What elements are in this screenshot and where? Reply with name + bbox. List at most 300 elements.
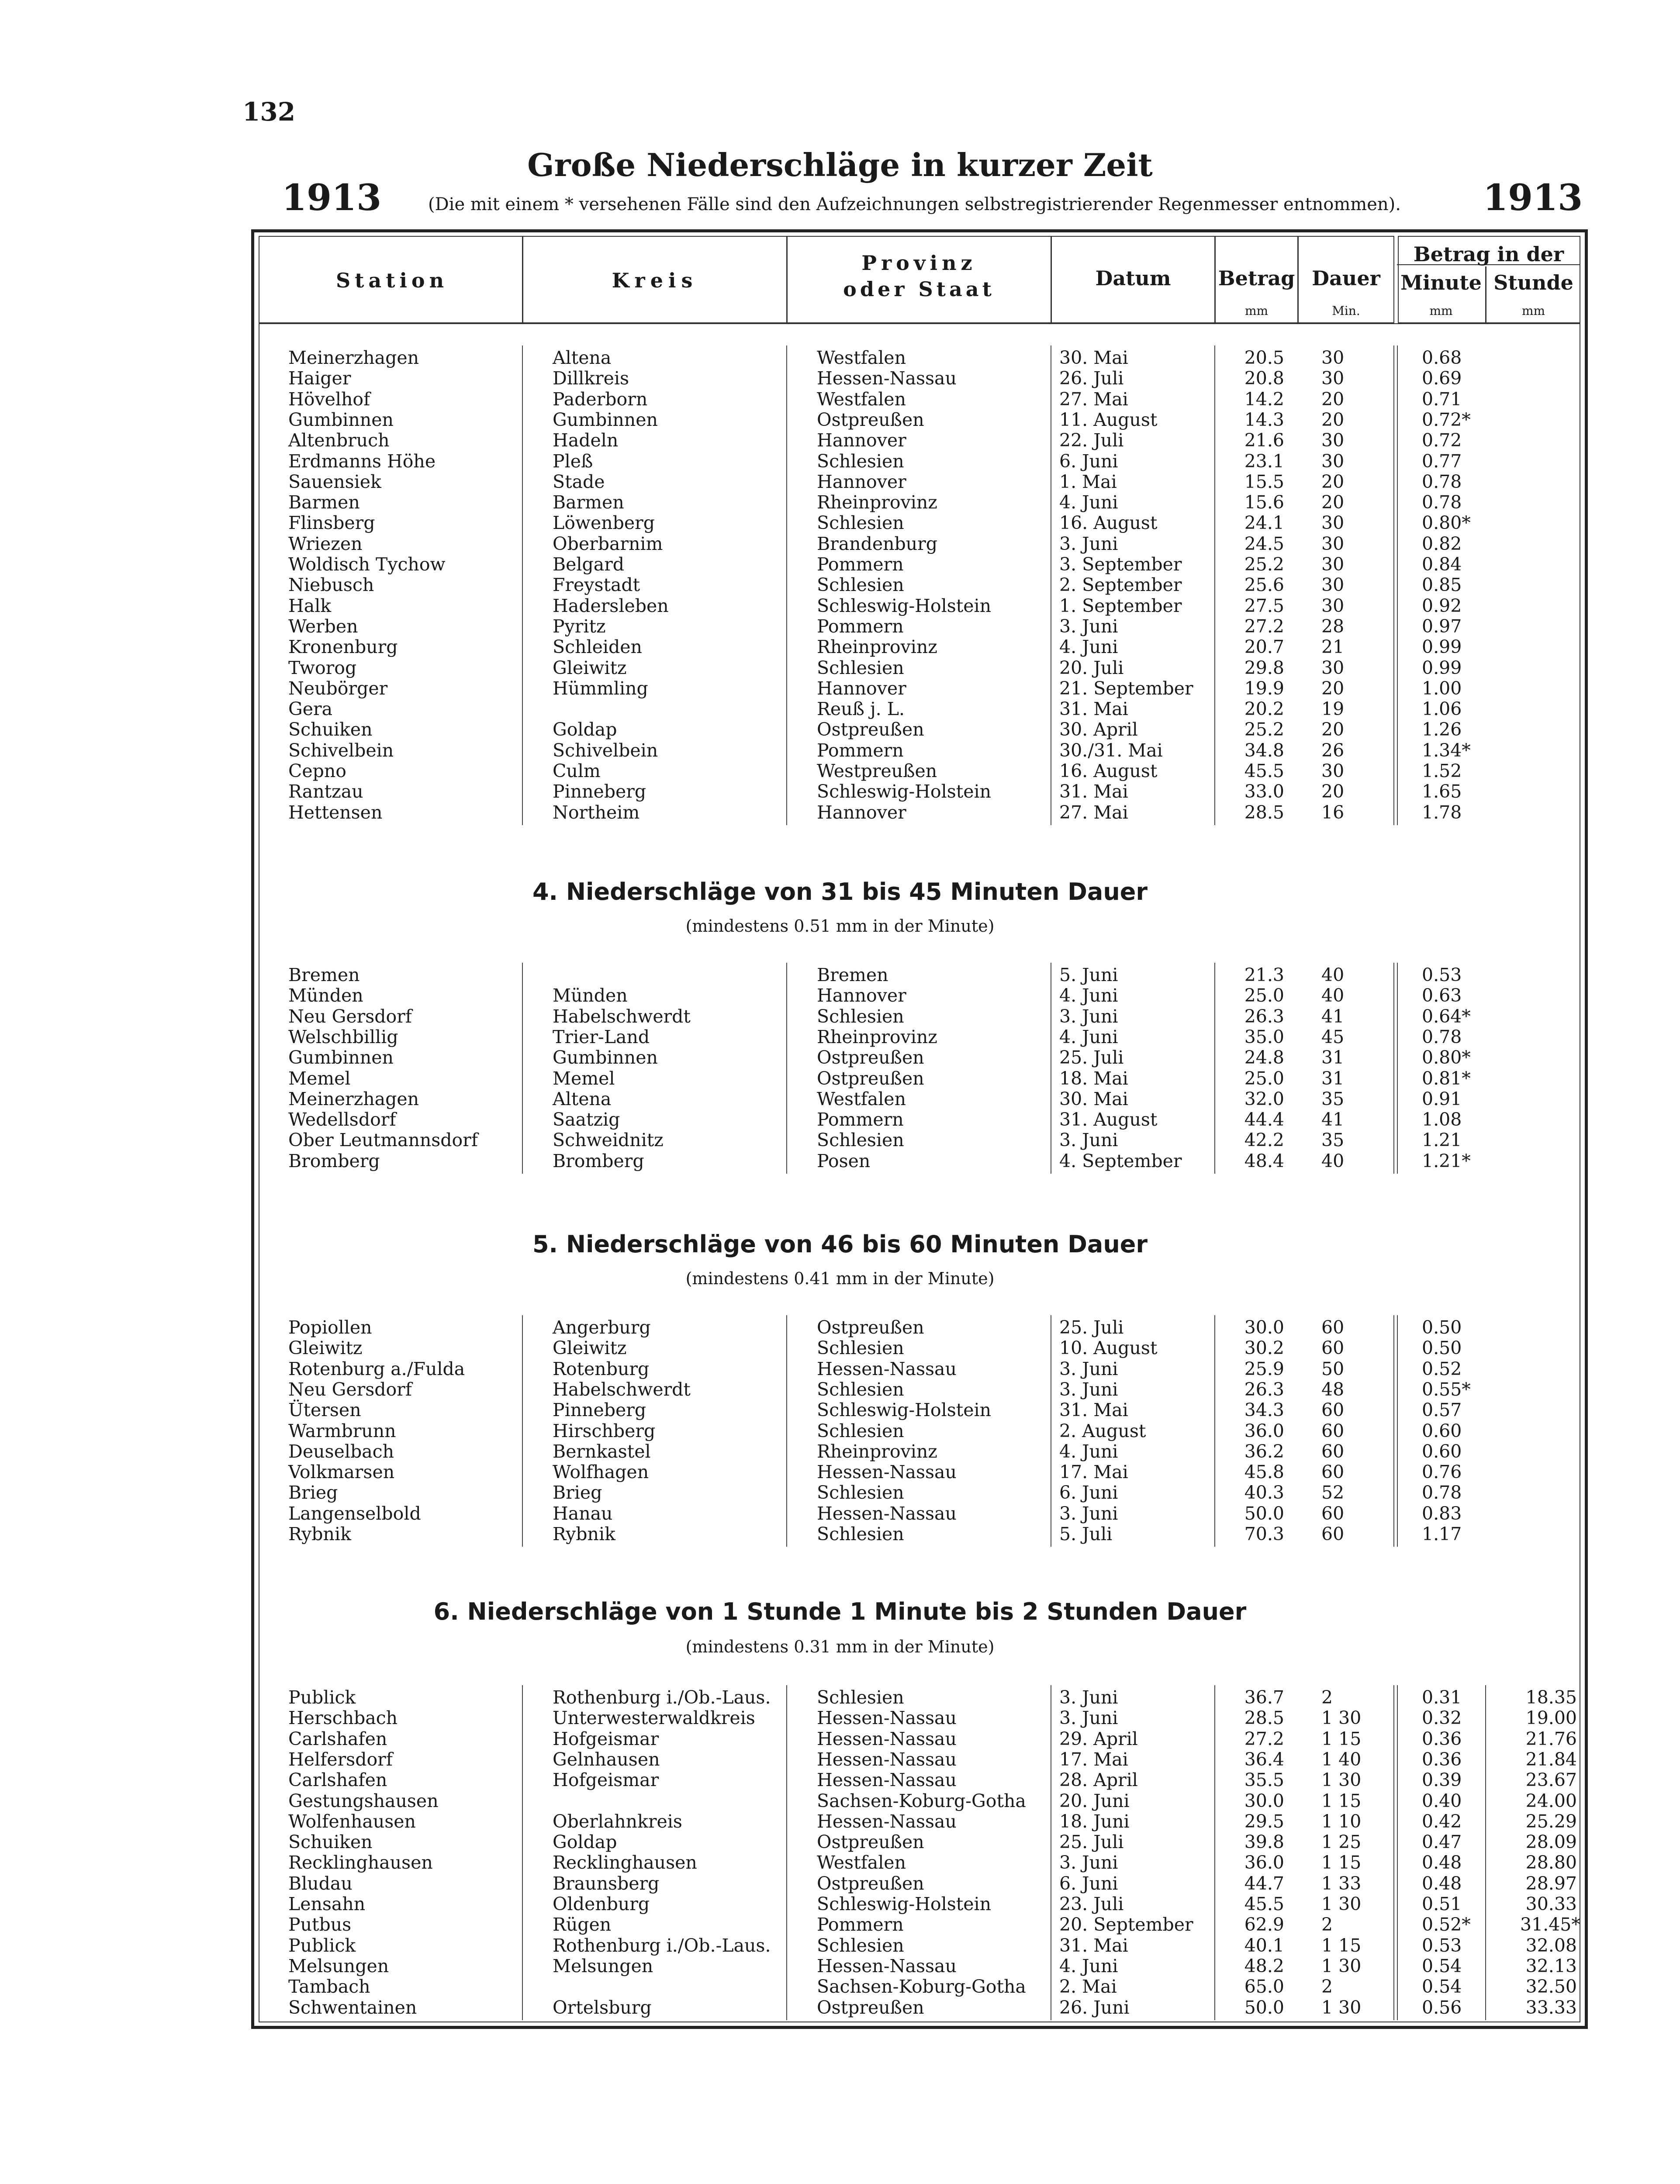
- kreis-cell: Gumbinnen: [553, 409, 658, 430]
- column-separator: [522, 1315, 523, 1547]
- minute-cell: 0.53: [1422, 1935, 1462, 1956]
- station-cell: Flinsberg: [288, 512, 375, 534]
- kreis-cell: Bernkastel: [553, 1441, 651, 1462]
- datum-cell: 31. Mai: [1059, 781, 1128, 802]
- kreis-cell: Schweidnitz: [553, 1130, 664, 1151]
- datum-cell: 4. September: [1059, 1150, 1182, 1171]
- datum-cell: 5. Juli: [1059, 1524, 1113, 1545]
- provinz-cell: Schleswig-Holstein: [817, 1894, 992, 1914]
- column-separator: [1214, 346, 1215, 825]
- provinz-cell: Schlesien: [817, 512, 904, 534]
- table-row: [0, 574, 1680, 595]
- dauer-cell: 50: [1321, 1358, 1345, 1379]
- kreis-cell: Goldap: [553, 1832, 617, 1853]
- dauer-cell: 30: [1321, 347, 1345, 368]
- betrag-cell: 28.5: [1244, 802, 1284, 823]
- dauer-cell: 16: [1321, 802, 1345, 823]
- dauer-cell: 2: [1321, 1976, 1333, 1997]
- betrag-cell: 26.3: [1244, 1006, 1284, 1027]
- datum-cell: 3. Juni: [1059, 533, 1118, 554]
- provinz-cell: Schlesien: [817, 1006, 904, 1027]
- datum-cell: 16. August: [1059, 760, 1158, 781]
- minute-cell: 0.64*: [1422, 1006, 1471, 1027]
- station-cell: Wolfenhausen: [288, 1811, 416, 1832]
- betrag-cell: 48.4: [1244, 1150, 1284, 1171]
- column-separator: [1393, 1685, 1394, 2020]
- betrag-cell: 50.0: [1244, 1503, 1284, 1524]
- column-separator: [786, 963, 787, 1174]
- station-cell: Kronenburg: [288, 636, 398, 658]
- dauer-cell: 30: [1321, 554, 1345, 575]
- betrag-cell: 30.2: [1244, 1337, 1284, 1359]
- datum-cell: 22. Juli: [1059, 430, 1124, 451]
- column-separator: [1397, 1315, 1398, 1547]
- datum-cell: 31. August: [1059, 1109, 1158, 1130]
- datum-cell: 31. Mai: [1059, 1935, 1128, 1956]
- station-cell: Ütersen: [288, 1400, 361, 1421]
- minute-cell: 0.91: [1422, 1088, 1462, 1109]
- betrag-cell: 36.7: [1244, 1687, 1284, 1708]
- dauer-cell: 45: [1321, 1026, 1345, 1047]
- dauer-cell: 48: [1321, 1379, 1345, 1400]
- datum-cell: 27. Mai: [1059, 388, 1128, 410]
- station-cell: Sauensiek: [288, 471, 381, 492]
- provinz-cell: Hessen-Nassau: [817, 1462, 957, 1483]
- dauer-cell: 30: [1321, 450, 1345, 472]
- minute-cell: 1.78: [1422, 802, 1462, 823]
- table-row: [0, 616, 1680, 637]
- column-separator: [786, 346, 787, 825]
- kreis-cell: Hümmling: [553, 677, 648, 699]
- kreis-cell: Goldap: [553, 719, 617, 740]
- datum-cell: 4. Juni: [1059, 1955, 1118, 1977]
- provinz-cell: Schlesien: [817, 1935, 904, 1956]
- dauer-cell: 20: [1321, 719, 1345, 740]
- table-row: [0, 1482, 1680, 1503]
- year-right: 1913: [1483, 177, 1583, 219]
- minute-cell: 1.65: [1422, 781, 1462, 802]
- station-cell: Woldisch Tychow: [288, 554, 446, 575]
- betrag-cell: 20.2: [1244, 698, 1284, 720]
- provinz-cell: Posen: [817, 1150, 871, 1171]
- dauer-cell: 40: [1321, 1150, 1345, 1171]
- datum-cell: 2. Mai: [1059, 1976, 1117, 1997]
- column-separator: [1393, 1315, 1394, 1547]
- header-dauer: Dauer: [1312, 266, 1380, 290]
- kreis-cell: Schivelbein: [553, 740, 658, 761]
- minute-cell: 0.40: [1422, 1790, 1462, 1811]
- datum-cell: 3. Juni: [1059, 1130, 1118, 1151]
- minute-cell: 0.77: [1422, 450, 1462, 472]
- table-row: [0, 1873, 1680, 1894]
- minute-cell: 0.52: [1422, 1358, 1462, 1379]
- table-row: [0, 740, 1680, 761]
- minute-cell: 0.92: [1422, 595, 1462, 616]
- station-cell: Bremen: [288, 964, 360, 985]
- kreis-cell: Gelnhausen: [553, 1749, 660, 1770]
- kreis-cell: Bromberg: [553, 1150, 644, 1171]
- station-cell: Publick: [288, 1687, 356, 1708]
- stunde-cell: 31.45*: [1520, 1914, 1580, 1935]
- betrag-cell: 36.0: [1244, 1420, 1284, 1441]
- page-title: Große Niederschläge in kurzer Zeit: [527, 146, 1153, 183]
- datum-cell: 3. Juni: [1059, 1379, 1118, 1400]
- kreis-cell: Pinneberg: [553, 1400, 646, 1421]
- provinz-cell: Schlesien: [817, 1687, 904, 1708]
- section-title: 4. Niederschläge von 31 bis 45 Minuten Dauer: [532, 878, 1148, 905]
- datum-cell: 1. September: [1059, 595, 1182, 616]
- table-row: [0, 1935, 1680, 1956]
- column-separator: [1393, 346, 1394, 825]
- kreis-cell: Unterwesterwaldkreis: [553, 1707, 755, 1729]
- betrag-cell: 27.2: [1244, 1728, 1284, 1749]
- stunde-cell: 28.97: [1525, 1873, 1577, 1894]
- minute-cell: 0.52*: [1422, 1914, 1471, 1935]
- datum-cell: 29. April: [1059, 1728, 1138, 1749]
- station-cell: Brieg: [288, 1482, 338, 1503]
- dauer-cell: 30: [1321, 368, 1345, 389]
- betrag-cell: 39.8: [1244, 1832, 1284, 1853]
- kreis-cell: Oldenburg: [553, 1894, 650, 1914]
- dauer-cell: 30: [1321, 533, 1345, 554]
- header-stunde-unit: mm: [1521, 304, 1545, 318]
- dauer-cell: 41: [1321, 1109, 1345, 1130]
- kreis-cell: Rothenburg i./Ob.-Laus.: [553, 1935, 771, 1956]
- provinz-cell: Schlesien: [817, 1337, 904, 1359]
- minute-cell: 1.26: [1422, 719, 1462, 740]
- kreis-cell: Hadersleben: [553, 595, 669, 616]
- provinz-cell: Brandenburg: [817, 533, 937, 554]
- minute-cell: 0.78: [1422, 492, 1462, 513]
- datum-cell: 28. April: [1059, 1769, 1138, 1791]
- betrag-cell: 23.1: [1244, 450, 1284, 472]
- datum-cell: 20. Juni: [1059, 1790, 1130, 1811]
- betrag-cell: 70.3: [1244, 1524, 1284, 1545]
- table-row: [0, 760, 1680, 781]
- minute-cell: 1.52: [1422, 760, 1462, 781]
- provinz-cell: Schleswig-Holstein: [817, 595, 992, 616]
- minute-cell: 0.85: [1422, 574, 1462, 596]
- kreis-cell: Münden: [553, 985, 628, 1006]
- table-row: [0, 1379, 1680, 1400]
- station-cell: Meinerzhagen: [288, 347, 419, 368]
- minute-cell: 1.21: [1422, 1130, 1462, 1151]
- provinz-cell: Schleswig-Holstein: [817, 1400, 992, 1421]
- table-row: [0, 1749, 1680, 1770]
- header-datum: Datum: [1095, 266, 1171, 290]
- betrag-cell: 15.5: [1244, 471, 1284, 492]
- provinz-cell: Rheinprovinz: [817, 1026, 937, 1047]
- minute-cell: 1.21*: [1422, 1150, 1471, 1171]
- dauer-cell: 2: [1321, 1687, 1333, 1708]
- kreis-cell: Altena: [553, 347, 612, 368]
- minute-cell: 0.80*: [1422, 1047, 1471, 1068]
- provinz-cell: Rheinprovinz: [817, 1441, 937, 1462]
- datum-cell: 4. Juni: [1059, 492, 1118, 513]
- datum-cell: 30. Mai: [1059, 1088, 1128, 1109]
- dauer-cell: 30: [1321, 512, 1345, 534]
- provinz-cell: Hessen-Nassau: [817, 1769, 957, 1791]
- dauer-cell: 20: [1321, 677, 1345, 699]
- station-cell: Putbus: [288, 1914, 352, 1935]
- station-cell: Gumbinnen: [288, 1047, 394, 1068]
- kreis-cell: Gumbinnen: [553, 1047, 658, 1068]
- datum-cell: 2. August: [1059, 1420, 1146, 1441]
- dauer-cell: 1 30: [1321, 1955, 1362, 1977]
- table-row: [0, 1811, 1680, 1832]
- minute-cell: 0.68: [1422, 347, 1462, 368]
- kreis-cell: Oberlahnkreis: [553, 1811, 682, 1832]
- kreis-cell: Oberbarnim: [553, 533, 663, 554]
- betrag-cell: 35.5: [1244, 1769, 1284, 1791]
- kreis-cell: Habelschwerdt: [553, 1379, 691, 1400]
- column-separator: [522, 346, 523, 825]
- minute-cell: 0.54: [1422, 1955, 1462, 1977]
- station-cell: Lensahn: [288, 1894, 366, 1914]
- datum-cell: 20. September: [1059, 1914, 1193, 1935]
- station-cell: Erdmanns Höhe: [288, 450, 436, 472]
- stunde-cell: 28.80: [1525, 1852, 1577, 1873]
- datum-cell: 3. Juni: [1059, 1358, 1118, 1379]
- betrag-cell: 45.5: [1244, 1894, 1284, 1914]
- datum-cell: 21. September: [1059, 677, 1193, 699]
- kreis-cell: Rotenburg: [553, 1358, 650, 1379]
- dauer-cell: 41: [1321, 1006, 1345, 1027]
- station-cell: Schivelbein: [288, 740, 394, 761]
- station-cell: Gumbinnen: [288, 409, 394, 430]
- dauer-cell: 60: [1321, 1524, 1345, 1545]
- kreis-cell: Recklinghausen: [553, 1852, 697, 1873]
- betrag-cell: 36.4: [1244, 1749, 1284, 1770]
- datum-cell: 18. Mai: [1059, 1068, 1128, 1089]
- minute-cell: 0.99: [1422, 636, 1462, 658]
- betrag-cell: 29.5: [1244, 1811, 1284, 1832]
- dauer-cell: 60: [1321, 1337, 1345, 1359]
- station-cell: Carlshafen: [288, 1728, 387, 1749]
- column-separator: [1214, 963, 1215, 1174]
- dauer-cell: 60: [1321, 1441, 1345, 1462]
- column-separator: [786, 1315, 787, 1547]
- minute-cell: 0.60: [1422, 1441, 1462, 1462]
- section-subtitle: (mindestens 0.31 mm in der Minute): [685, 1637, 995, 1656]
- provinz-cell: Sachsen-Koburg-Gotha: [817, 1976, 1026, 1997]
- datum-cell: 11. August: [1059, 409, 1158, 430]
- datum-cell: 16. August: [1059, 512, 1158, 534]
- datum-cell: 3. Juni: [1059, 1852, 1118, 1873]
- minute-cell: 0.32: [1422, 1707, 1462, 1729]
- datum-cell: 27. Mai: [1059, 802, 1128, 823]
- provinz-cell: Ostpreußen: [817, 1832, 924, 1853]
- station-cell: Haiger: [288, 368, 351, 389]
- betrag-cell: 24.1: [1244, 512, 1284, 534]
- provinz-cell: Westfalen: [817, 388, 906, 410]
- table-row: [0, 554, 1680, 575]
- header-betrag: Betrag: [1218, 266, 1295, 290]
- betrag-cell: 36.2: [1244, 1441, 1284, 1462]
- kreis-cell: Gleiwitz: [553, 657, 627, 678]
- provinz-cell: Pommern: [817, 615, 904, 637]
- provinz-cell: Hannover: [817, 471, 906, 492]
- minute-cell: 1.06: [1422, 698, 1462, 720]
- station-cell: Publick: [288, 1935, 356, 1956]
- dauer-cell: 60: [1321, 1503, 1345, 1524]
- dauer-cell: 2: [1321, 1914, 1333, 1935]
- minute-cell: 0.78: [1422, 1026, 1462, 1047]
- minute-cell: 1.34*: [1422, 740, 1471, 761]
- dauer-cell: 30: [1321, 574, 1345, 596]
- station-cell: Welschbillig: [288, 1026, 398, 1047]
- minute-cell: 0.31: [1422, 1687, 1462, 1708]
- header-dauer-unit: Min.: [1332, 304, 1360, 318]
- station-cell: Carlshafen: [288, 1769, 387, 1791]
- provinz-cell: Westfalen: [817, 1852, 906, 1873]
- station-cell: Tworog: [288, 657, 357, 678]
- table-row: [0, 636, 1680, 657]
- dauer-cell: 21: [1321, 636, 1345, 658]
- stunde-cell: 19.00: [1525, 1707, 1577, 1729]
- dauer-cell: 1 40: [1321, 1749, 1362, 1770]
- datum-cell: 6. Juni: [1059, 1482, 1118, 1503]
- dauer-cell: 31: [1321, 1068, 1345, 1089]
- kreis-cell: Memel: [553, 1068, 615, 1089]
- table-row: [0, 1956, 1680, 1977]
- header-minute-unit: mm: [1429, 304, 1453, 318]
- header-staat: oder Staat: [843, 277, 995, 301]
- minute-cell: 0.78: [1422, 471, 1462, 492]
- header-minute: Minute: [1400, 271, 1482, 294]
- station-cell: Recklinghausen: [288, 1852, 433, 1873]
- dauer-cell: 60: [1321, 1317, 1345, 1338]
- station-cell: Memel: [288, 1068, 351, 1089]
- minute-cell: 0.81*: [1422, 1068, 1471, 1089]
- betrag-cell: 25.9: [1244, 1358, 1284, 1379]
- provinz-cell: Hessen-Nassau: [817, 1749, 957, 1770]
- dauer-cell: 60: [1321, 1420, 1345, 1441]
- datum-cell: 6. Juni: [1059, 450, 1118, 472]
- betrag-cell: 26.3: [1244, 1379, 1284, 1400]
- minute-cell: 0.51: [1422, 1894, 1462, 1914]
- datum-cell: 3. Juni: [1059, 615, 1118, 637]
- provinz-cell: Pommern: [817, 740, 904, 761]
- stunde-cell: 32.08: [1525, 1935, 1577, 1956]
- station-cell: Warmbrunn: [288, 1420, 396, 1441]
- table-row: [0, 1420, 1680, 1441]
- kreis-cell: Ortelsburg: [553, 1997, 652, 2018]
- column-separator: [1397, 1685, 1398, 2020]
- table-row: [0, 1130, 1680, 1151]
- betrag-cell: 25.0: [1244, 1068, 1284, 1089]
- betrag-cell: 20.8: [1244, 368, 1284, 389]
- betrag-cell: 15.6: [1244, 492, 1284, 513]
- dauer-cell: 52: [1321, 1482, 1345, 1503]
- betrag-cell: 42.2: [1244, 1130, 1284, 1151]
- table-row: [0, 1089, 1680, 1109]
- kreis-cell: Stade: [553, 471, 605, 492]
- table-row: [0, 368, 1680, 389]
- kreis-cell: Trier-Land: [553, 1026, 650, 1047]
- header-station: Station: [335, 269, 449, 292]
- minute-cell: 0.99: [1422, 657, 1462, 678]
- datum-cell: 3. Juni: [1059, 1687, 1118, 1708]
- station-cell: Popiollen: [288, 1317, 372, 1338]
- provinz-cell: Hessen-Nassau: [817, 1955, 957, 1977]
- table-row: [0, 492, 1680, 513]
- datum-cell: 4. Juni: [1059, 636, 1118, 658]
- station-cell: Tambach: [288, 1976, 370, 1997]
- minute-cell: 0.54: [1422, 1976, 1462, 1997]
- station-cell: Altenbruch: [288, 430, 390, 451]
- minute-cell: 0.83: [1422, 1503, 1462, 1524]
- provinz-cell: Schlesien: [817, 1482, 904, 1503]
- dauer-cell: 1 15: [1321, 1935, 1362, 1956]
- table-row: [0, 719, 1680, 740]
- table-row: [0, 451, 1680, 472]
- table-row: [0, 1769, 1680, 1790]
- table-row: [0, 1728, 1680, 1749]
- kreis-cell: Hadeln: [553, 430, 619, 451]
- betrag-cell: 33.0: [1244, 781, 1284, 802]
- header-stunde: Stunde: [1493, 271, 1573, 294]
- provinz-cell: Bremen: [817, 964, 888, 985]
- station-cell: Hövelhof: [288, 388, 370, 410]
- minute-cell: 0.36: [1422, 1749, 1462, 1770]
- provinz-cell: Ostpreußen: [817, 409, 924, 430]
- minute-cell: 0.50: [1422, 1337, 1462, 1359]
- datum-cell: 25. Juli: [1059, 1832, 1124, 1853]
- dauer-cell: 1 15: [1321, 1728, 1362, 1749]
- table-row: [0, 1400, 1680, 1420]
- betrag-cell: 44.7: [1244, 1873, 1284, 1894]
- minute-cell: 0.97: [1422, 615, 1462, 637]
- table-row: [0, 1006, 1680, 1027]
- provinz-cell: Hannover: [817, 430, 906, 451]
- column-separator: [1393, 963, 1394, 1174]
- dauer-cell: 35: [1321, 1130, 1345, 1151]
- table-row: [0, 430, 1680, 451]
- betrag-cell: 20.5: [1244, 347, 1284, 368]
- betrag-cell: 30.0: [1244, 1790, 1284, 1811]
- kreis-cell: Belgard: [553, 554, 625, 575]
- provinz-cell: Schlesien: [817, 450, 904, 472]
- station-cell: Gestungshausen: [288, 1790, 439, 1811]
- provinz-cell: Sachsen-Koburg-Gotha: [817, 1790, 1026, 1811]
- minute-cell: 0.72: [1422, 430, 1462, 451]
- provinz-cell: Pommern: [817, 554, 904, 575]
- datum-cell: 3. Juni: [1059, 1503, 1118, 1524]
- stunde-cell: 32.50: [1525, 1976, 1577, 1997]
- datum-cell: 2. September: [1059, 574, 1182, 596]
- minute-cell: 0.80*: [1422, 512, 1471, 534]
- station-cell: Halk: [288, 595, 332, 616]
- page-number: 132: [242, 97, 296, 127]
- datum-cell: 4. Juni: [1059, 1441, 1118, 1462]
- dauer-cell: 30: [1321, 760, 1345, 781]
- stunde-cell: 21.76: [1525, 1728, 1577, 1749]
- table-row: [0, 1687, 1680, 1708]
- table-row: [0, 1997, 1680, 2018]
- betrag-cell: 28.5: [1244, 1707, 1284, 1729]
- station-cell: Bromberg: [288, 1150, 380, 1171]
- station-cell: Helfersdorf: [288, 1749, 393, 1770]
- station-cell: Deuselbach: [288, 1441, 394, 1462]
- provinz-cell: Westpreußen: [817, 760, 937, 781]
- table-row: [0, 985, 1680, 1006]
- dauer-cell: 20: [1321, 388, 1345, 410]
- minute-cell: 0.63: [1422, 985, 1462, 1006]
- table-row: [0, 1109, 1680, 1130]
- column-separator: [1214, 1685, 1215, 2020]
- provinz-cell: Rheinprovinz: [817, 636, 937, 658]
